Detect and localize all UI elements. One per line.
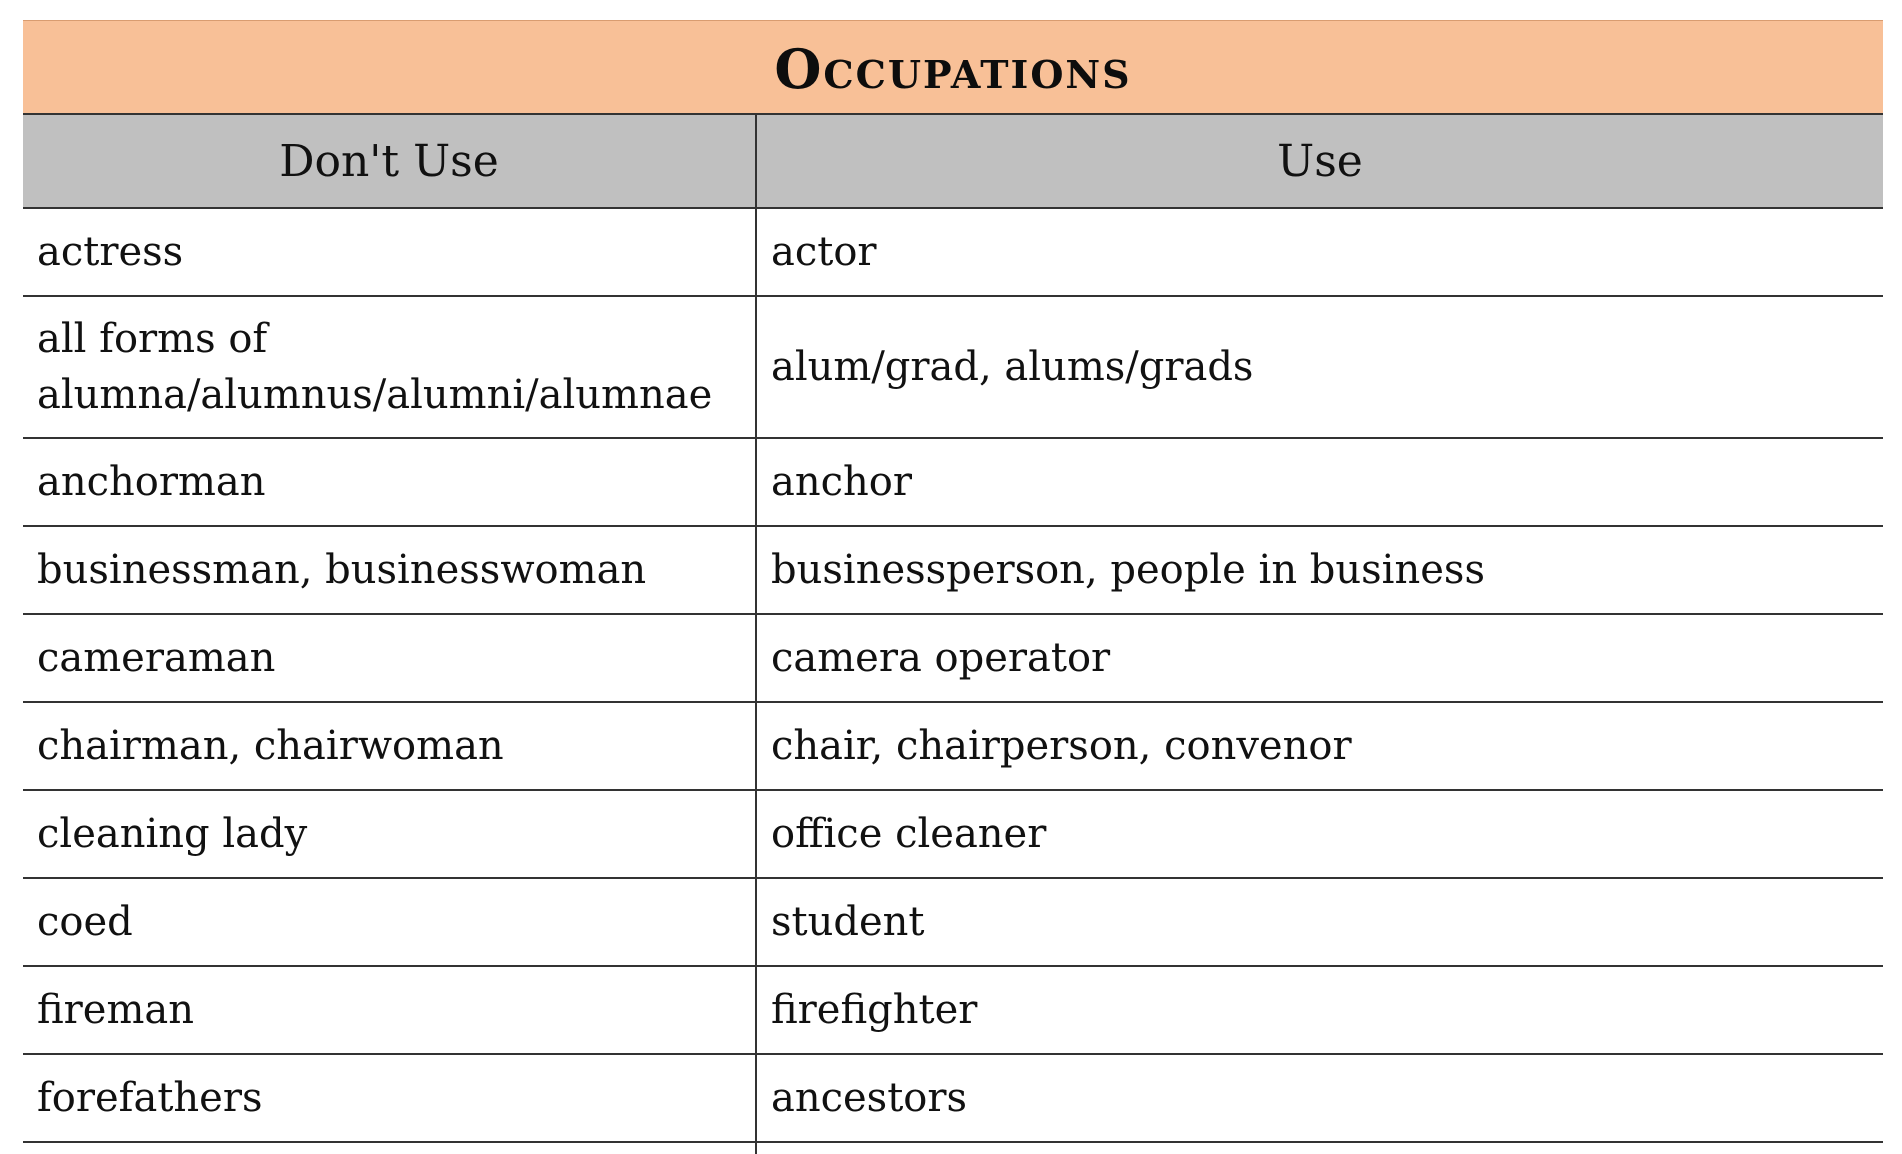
table-row (23, 702, 1883, 790)
dont-use-cell: coed (23, 878, 756, 966)
use-cell: camera operator (756, 614, 1883, 702)
table-row (23, 438, 1883, 526)
table-row (23, 526, 1883, 614)
table-title-bar (23, 20, 1883, 115)
occupations-table (23, 115, 1883, 1154)
use-cell: ancestors (756, 1054, 1883, 1142)
use-cell: alum/grad, alums/grads (756, 296, 1883, 438)
table-row (23, 1054, 1883, 1142)
cutoff-cell-right (756, 1142, 1883, 1154)
table-row (23, 966, 1883, 1054)
table-row (23, 614, 1883, 702)
table-row (23, 208, 1883, 296)
header-row (23, 115, 1883, 208)
dont-use-cell: all forms of alumna/alumnus/alumni/alumnae (23, 296, 756, 438)
table-row (23, 790, 1883, 878)
dont-use-cell: fireman (23, 966, 756, 1054)
table-row (23, 878, 1883, 966)
cutoff-cell-left (23, 1142, 756, 1154)
use-cell: actor (756, 208, 1883, 296)
dont-use-cell: anchorman (23, 438, 756, 526)
use-cell: office cleaner (756, 790, 1883, 878)
column-header-use: Use (756, 115, 1883, 208)
occupations-table-container (23, 20, 1883, 1154)
column-header-dont-use: Don't Use (23, 115, 756, 208)
table-title: Occupations (774, 37, 1132, 101)
use-cell: student (756, 878, 1883, 966)
use-cell: firefighter (756, 966, 1883, 1054)
use-cell: chair, chairperson, convenor (756, 702, 1883, 790)
dont-use-cell: actress (23, 208, 756, 296)
use-cell: businessperson, people in business (756, 526, 1883, 614)
use-cell: anchor (756, 438, 1883, 526)
dont-use-cell: forefathers (23, 1054, 756, 1142)
table-row (23, 296, 1883, 438)
dont-use-cell: chairman, chairwoman (23, 702, 756, 790)
dont-use-cell: cameraman (23, 614, 756, 702)
dont-use-cell: cleaning lady (23, 790, 756, 878)
dont-use-cell: businessman, businesswoman (23, 526, 756, 614)
table-row-cutoff (23, 1142, 1883, 1154)
